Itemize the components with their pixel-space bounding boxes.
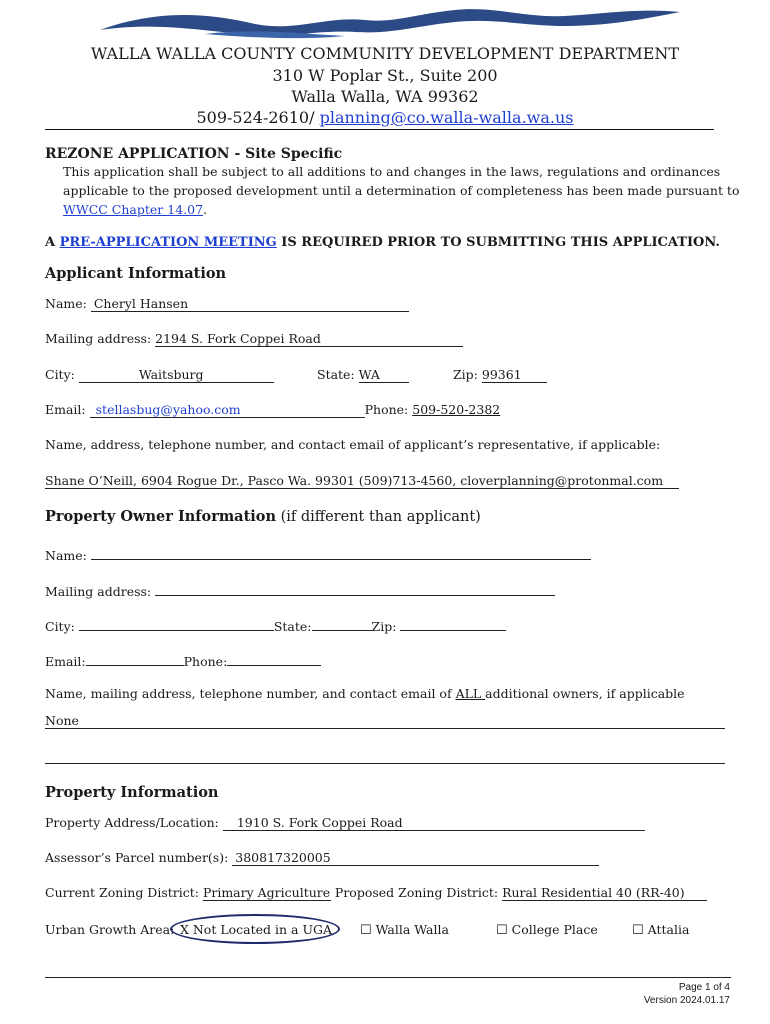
intro-line-3: WWCC Chapter 14.07.: [63, 202, 208, 217]
uga-label: Urban Growth Area:: [45, 922, 175, 937]
current-zoning-field[interactable]: Primary Agriculture: [202, 885, 331, 900]
checkbox-icon: ☐: [632, 923, 644, 938]
intro-line-1: This application shall be subject to all additions to and changes in the laws, regulations and ordinances: [63, 164, 721, 179]
department-city: Walla Walla, WA 99362: [291, 87, 479, 106]
parcel-number-field[interactable]: 380817320005: [232, 850, 599, 866]
owner-email-row: Email: Phone:: [45, 650, 321, 669]
property-address-field[interactable]: 1910 S. Fork Coppei Road: [223, 815, 645, 831]
owner-mail-field[interactable]: [155, 580, 555, 596]
applicant-zip-field[interactable]: 99361: [482, 367, 547, 383]
applicant-city-field[interactable]: Waitsburg: [79, 367, 274, 383]
additional-owners-line-2[interactable]: [45, 763, 725, 764]
additional-owners-field-1[interactable]: None: [45, 713, 725, 729]
owner-phone-field[interactable]: [227, 650, 321, 666]
owner-zip-field[interactable]: [400, 615, 506, 631]
uga-option-college-place[interactable]: ☐ College Place: [496, 922, 598, 938]
owner-mail-row: Mailing address:: [45, 580, 555, 599]
wwcc-chapter-link[interactable]: WWCC Chapter 14.07: [63, 202, 204, 217]
additional-owners-row-1: [45, 713, 725, 729]
form-title: REZONE APPLICATION - Site Specific: [45, 146, 343, 162]
applicant-city-row: City: Waitsburg: [45, 367, 274, 383]
owner-name-field[interactable]: [91, 544, 591, 560]
applicant-heading: Applicant Information: [45, 265, 227, 282]
preapp-notice: A PRE-APPLICATION MEETING IS REQUIRED PRIOR TO SUBMITTING THIS APPLICATION.: [45, 235, 720, 250]
checkbox-icon: ☐: [360, 923, 372, 938]
additional-owners-label: Name, mailing address, telephone number, and contact email of ALL additional owners, if applicable: [45, 686, 685, 701]
page-number: Page 1 of 4: [678, 982, 730, 993]
owner-city-field[interactable]: [79, 615, 274, 631]
applicant-zip-row: Zip: 99361: [453, 367, 547, 383]
department-phone: 509-524-2610/: [196, 108, 320, 127]
representative-row: [45, 473, 679, 489]
applicant-email-row: Email: stellasbug@yahoo.com Phone: 509-520-2382: [45, 402, 501, 417]
owner-heading: Property Owner Information (if different than applicant): [45, 508, 481, 525]
proposed-zoning-field[interactable]: Rural Residential 40 (RR-40): [502, 885, 707, 901]
applicant-state-field[interactable]: WA: [359, 367, 409, 383]
applicant-name-row: Name: Cheryl Hansen: [45, 296, 409, 312]
applicant-mail-row: Mailing address: 2194 S. Fork Coppei Road: [45, 331, 463, 347]
department-contact: [0, 108, 770, 128]
applicant-mail-field[interactable]: 2194 S. Fork Coppei Road: [155, 331, 463, 347]
checkbox-icon: ☐: [496, 923, 508, 938]
owner-name-row: Name:: [45, 544, 591, 563]
header-divider: [45, 129, 714, 130]
department-name: WALLA WALLA COUNTY COMMUNITY DEVELOPMENT DEPARTMENT: [90, 44, 680, 63]
property-heading: Property Information: [45, 784, 219, 801]
department-street: 310 W Poplar St., Suite 200: [272, 66, 498, 85]
applicant-email-field[interactable]: stellasbug@yahoo.com: [90, 402, 365, 418]
department-email-link[interactable]: planning@co.walla-walla.wa.us: [319, 108, 574, 127]
owner-state-field[interactable]: [312, 615, 372, 631]
zoning-row: Current Zoning District: Primary Agriculture Proposed Zoning District: Rural Residential 40 (RR-40): [45, 885, 707, 901]
parcel-row: Assessor’s Parcel number(s): 380817320005: [45, 850, 599, 866]
uga-option-walla-walla[interactable]: ☐ Walla Walla: [360, 922, 449, 938]
footer-divider: [45, 977, 731, 978]
representative-label: Name, address, telephone number, and contact email of applicant’s representative, if applicable:: [45, 437, 661, 452]
owner-csz-row: City: State: Zip:: [45, 615, 506, 634]
property-address-row: Property Address/Location: 1910 S. Fork Coppei Road: [45, 815, 645, 831]
owner-email-field[interactable]: [86, 650, 184, 666]
applicant-state-row: State: WA: [317, 367, 409, 383]
county-logo-waves: [95, 4, 685, 40]
preapp-meeting-link[interactable]: PRE-APPLICATION MEETING: [59, 235, 277, 250]
uga-option-attalia[interactable]: ☐ Attalia: [632, 922, 690, 938]
applicant-name-field[interactable]: Cheryl Hansen: [91, 296, 409, 312]
applicant-phone-field[interactable]: 509-520-2382: [412, 402, 501, 417]
representative-field[interactable]: Shane O’Neill, 6904 Rogue Dr., Pasco Wa. 99301 (509)713-4560, cloverplanning@protonmal.com: [45, 473, 679, 489]
intro-line-2: applicable to the proposed development until a determination of completeness has been made pursuant to: [63, 183, 740, 198]
version-number: Version 2024.01.17: [643, 995, 730, 1006]
uga-option-not-located[interactable]: X Not Located in a UGA: [180, 922, 333, 937]
